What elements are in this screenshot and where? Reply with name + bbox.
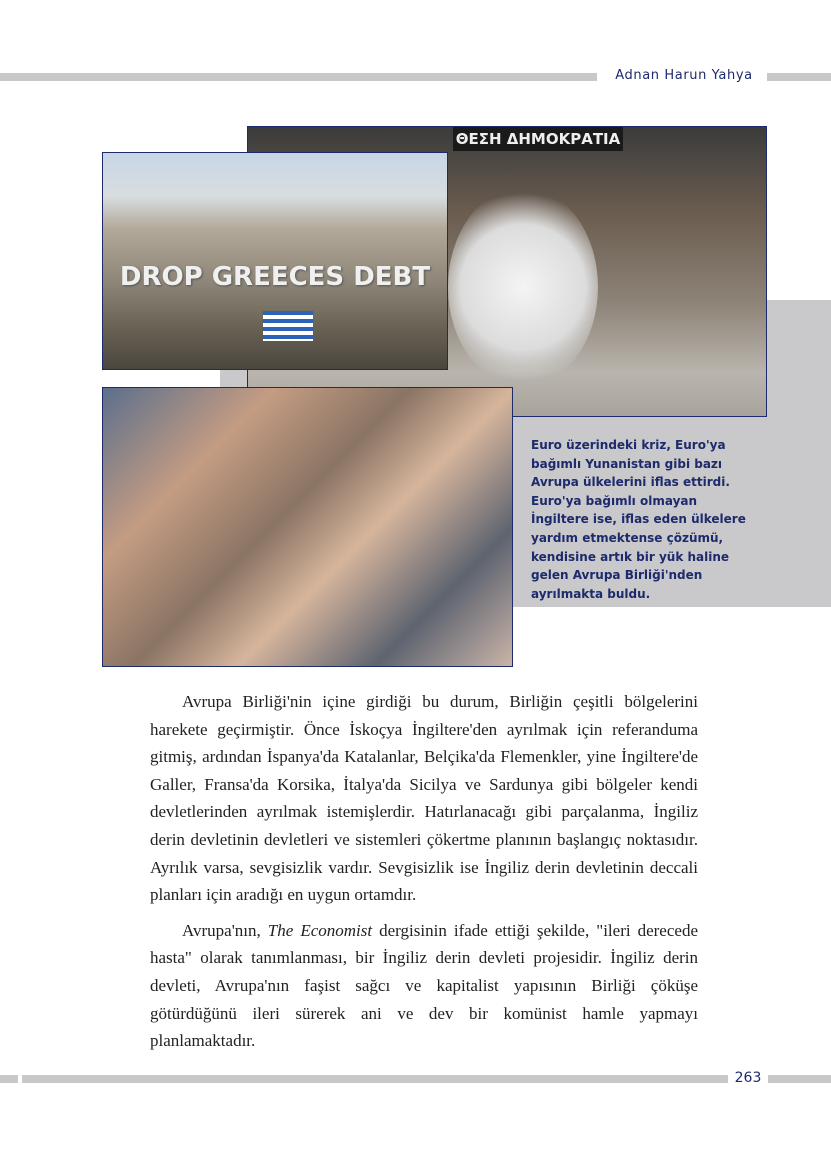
publication-title: The Economist xyxy=(267,920,373,940)
page-number: 263 xyxy=(730,1070,766,1086)
paragraph xyxy=(150,917,698,1055)
footer-rule xyxy=(22,1075,728,1083)
photo-shadow xyxy=(220,368,250,388)
text: dergisinin ifade ettiği şekilde, "ileri derecede hasta" olarak tanımlanması, bir İngiliz derin devleti projesidir. İngiliz derin devleti, Avrupa'nın faşist sağcı ve kapitalist yapısının Birliği çöküşe götürdüğünü ileri sürerek ani ve dev bir komünist hamle yapmayı planlamaktadır. xyxy=(150,920,698,1051)
footer-rule-left xyxy=(0,1075,18,1083)
tear-gas-smoke xyxy=(448,187,598,387)
protest-sign: DROP GREECES DEBT xyxy=(119,262,431,292)
footer-rule-right xyxy=(768,1075,831,1083)
header-rule-left xyxy=(0,73,597,81)
riot-banner: ΘΕΣΗ ΔΗΜΟΚΡΑΤΙΑ xyxy=(453,127,623,151)
paragraph: Avrupa Birliği'nin içine girdiği bu durum, Birliğin çeşitli bölgelerini harekete geçirmiştir. Önce İskoçya İngiltere'den ayrılmak için referanduma gitmiş, ardından İspanya'da Katalanlar, Belçika'da Flemenkler, yine İngiltere'de Galler, Fransa'da Korsika, İtalya'da Sicilya ve Sardunya gibi bölgeler kendi devletlerinden ayrılmak istemişlerdir. Hatırlanacağı gibi parçalanma, İngiliz derin devletinin devletleri ve sistemleri çökertme planının başlangıç noktasıdır. Ayrılık varsa, sevgisizlik vardır. Sevgisizlik ise İngiliz derin devletinin deccali planları için aradığı en uygun ortamdır. xyxy=(150,692,698,905)
crowd-photo xyxy=(102,387,513,667)
protest-photo xyxy=(102,152,448,370)
greek-flag xyxy=(263,311,313,341)
header-rule-right xyxy=(767,73,831,81)
body-text xyxy=(150,688,698,1063)
photo-caption: Euro üzerindeki kriz, Euro'ya bağımlı Yunanistan gibi bazı Avrupa ülkelerini iflas ettirdi. Euro'ya bağımlı olmayan İngiltere ise, iflas eden ülkelere yardım etmektense çözümü, kendisine artık bir yük haline gelen Avrupa Birliği'nden ayrılmakta buldu. xyxy=(531,438,746,601)
running-header-author: Adnan Harun Yahya xyxy=(615,68,753,83)
text: Avrupa'nın, xyxy=(182,920,268,940)
